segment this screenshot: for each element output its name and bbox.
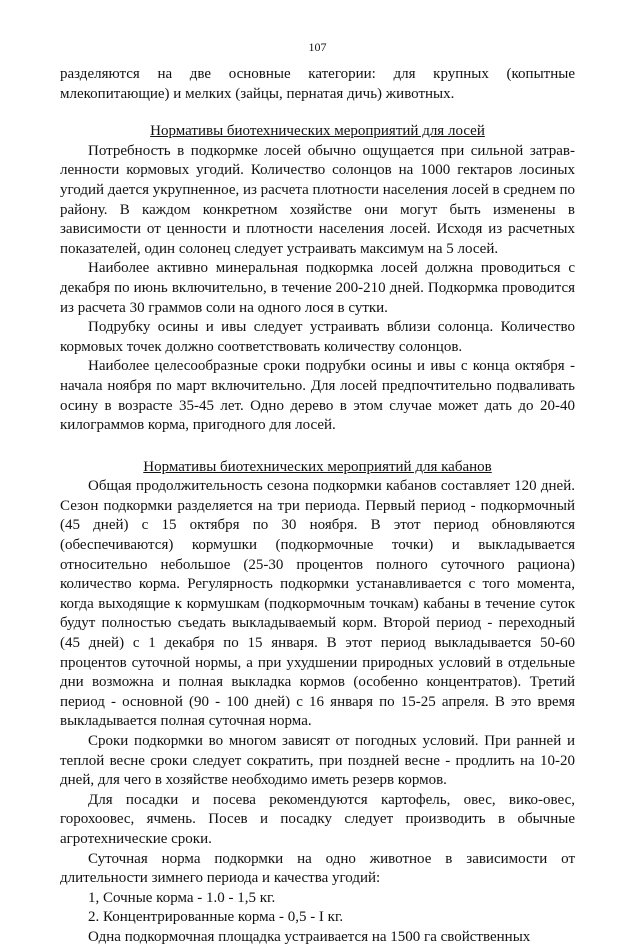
boar-paragraph-1: Общая продолжительность сезона подкормки кабанов составляет 120 дней. Сезон подкормки разделяется на три периода. Первый период - подкормочный (45 дней) с 15 октября по 30 ноября. В этот период обновляются (обеспечиваются) кормушки (подкормочные точки) и выкладывается относительно небольшое (25-30 процентов полного суточного рациона) количество корма. Регулярность подкормки устанавливается с того момента, когда выходящие к кормушкам (подкормочным точкам) кабаны в течение суток будут полностью съедать выкладываемый корм. Второй период - переходный (45 дней) с 1 декабря по 15 января. В этот период выкладывается 50-60 процентов суточной нормы, а при ухудшении природных условий в отдельные дни возможна и полная выкладка кормов (особенно концентратов). Третий период - основной (90 - 100 дней) с 16 января по 15-25 апреля. В это время выкладывается полная суточная норма. [60, 478, 575, 730]
moose-paragraph-2: Наиболее активно минеральная подкормка лосей должна проводиться с декабря по июнь включительно, в течение 200-210 дней. Подкормка проводится из расчета 30 граммов соли на одного лося в сутки. [60, 260, 575, 316]
boar-paragraph-5: Одна подкормочная площадка устраивается на 1500 га свойственных [88, 928, 531, 945]
list-item: 2. Концентрированные корма - 0,5 - I кг. [88, 909, 344, 926]
boar-paragraph-4: Суточная норма подкормки на одно животное в зависимости от длительности зимнего периода и качества угодий: [60, 850, 575, 887]
section-heading-moose: Нормативы биотехнических мероприятий для лосей [150, 123, 485, 140]
page-number: 107 [308, 40, 327, 54]
intro-paragraph: разделяются на две основные категории: для крупных (копытные млекопитающие) и мелких (зайцы, пернатая дичь) животных. [60, 66, 575, 102]
list-item: 1, Сочные корма - 1.0 - 1,5 кг. [88, 889, 276, 906]
moose-paragraph-1: Потребность в подкормке лосей обычно ощущается при сильной затрав-ленности кормовых угодий. Количество солонцов на 1000 гектаров лосиных угодий дается укрупненное, из расчета плотности населения лосей в среднем по району. В каждом конкретном хозяйстве они могут быть изменены в зависимости от ценности и плотности населения лосей. Исходя из расчетных показателей, один солонец следует устраивать максимум на 5 лосей. [60, 142, 576, 257]
section-heading-boar: Нормативы биотехнических мероприятий для кабанов [143, 458, 492, 475]
moose-paragraph-3: Подрубку осины и ивы следует устраивать вблизи солонца. Количество кормовых точек должно соответствовать количеству солонцов. [60, 319, 575, 355]
moose-paragraph-4: Наиболее целесообразные сроки подрубки осины и ивы с конца октября - начала ноября по март включительно. Для лосей предпочтительно подваливать осину в возрасте 35-45 лет. Одно дерево в этом случае может дать до 20-40 килограммов корма, пригодного для лосей. [60, 358, 575, 434]
boar-paragraph-2: Сроки подкормки во многом зависят от погодных условий. При ранней и теплой весне сроки следует сократить, при поздней весне - продлить на 10-20 дней, для чего в хозяйстве необходимо иметь резерв кормов. [60, 733, 575, 789]
boar-paragraph-3: Для посадки и посева рекомендуются картофель, овес, вико-овес, горохоовес, ячмень. Посев и посадку следует производить в обычные агротехнические сроки. [60, 791, 575, 847]
